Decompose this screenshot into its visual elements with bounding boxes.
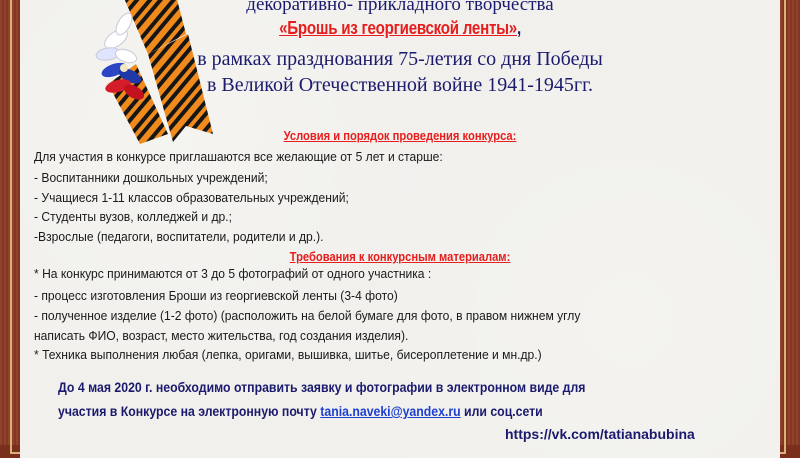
competition-title-comma: ,: [516, 18, 521, 38]
conditions-line: Для участия в конкурсе приглашаются все желающие от 5 лет и старше:: [34, 149, 443, 164]
email-link[interactable]: tania.naveki@yandex.ru: [320, 404, 461, 419]
conditions-title: Условия и порядок проведения конкурса:: [283, 128, 517, 143]
submission-line: [58, 404, 543, 419]
header-line-3: в рамках празднования 75-летия со дня Победы: [197, 48, 603, 70]
requirements-title: Требования к конкурсным материалам:: [289, 249, 511, 264]
competition-title-text: «Брошь из георгиевской ленты»: [279, 18, 517, 38]
requirements-line: * Техника выполнения любая (лепка, оригами, вышивка, шитье, бисероплетение и мн.др.): [34, 347, 542, 362]
conditions-line: - Учащиеся 1-11 классов образовательных учреждений;: [34, 190, 349, 205]
conditions-line: - Студенты вузов, колледжей и др.;: [34, 209, 232, 224]
submission-text-suffix: или соц.сети: [460, 404, 543, 419]
conditions-line: -Взрослые (педагоги, воспитатели, родители и др.).: [34, 229, 324, 244]
requirements-line: * На конкурс принимаются от 3 до 5 фотографий от одного участника :: [34, 266, 432, 281]
requirements-line: написать ФИО, возраст, место жительства, год создания изделия).: [34, 328, 409, 343]
requirements-line: - полученное изделие (1-2 фото) (расположить на белой бумаге для фото, в правом нижнем углу: [34, 308, 581, 323]
deadline-line: До 4 мая 2020 г. необходимо отправить заявку и фотографии в электронном виде для: [58, 380, 586, 395]
vk-link[interactable]: https://vk.com/tatianabubina: [505, 426, 695, 442]
header-line-4: в Великой Отечественной войне 1941-1945гг.: [206, 74, 594, 96]
header-line-1: декоративно- прикладного творчества: [246, 0, 554, 15]
competition-title: [81, 18, 719, 39]
submission-text: участия в Конкурсе на электронную почту: [58, 404, 321, 419]
document-page: [20, 0, 780, 458]
requirements-line: - процесс изготовления Броши из георгиевской ленты (3-4 фото): [34, 288, 398, 303]
conditions-line: - Воспитанники дошкольных учреждений;: [34, 170, 268, 185]
